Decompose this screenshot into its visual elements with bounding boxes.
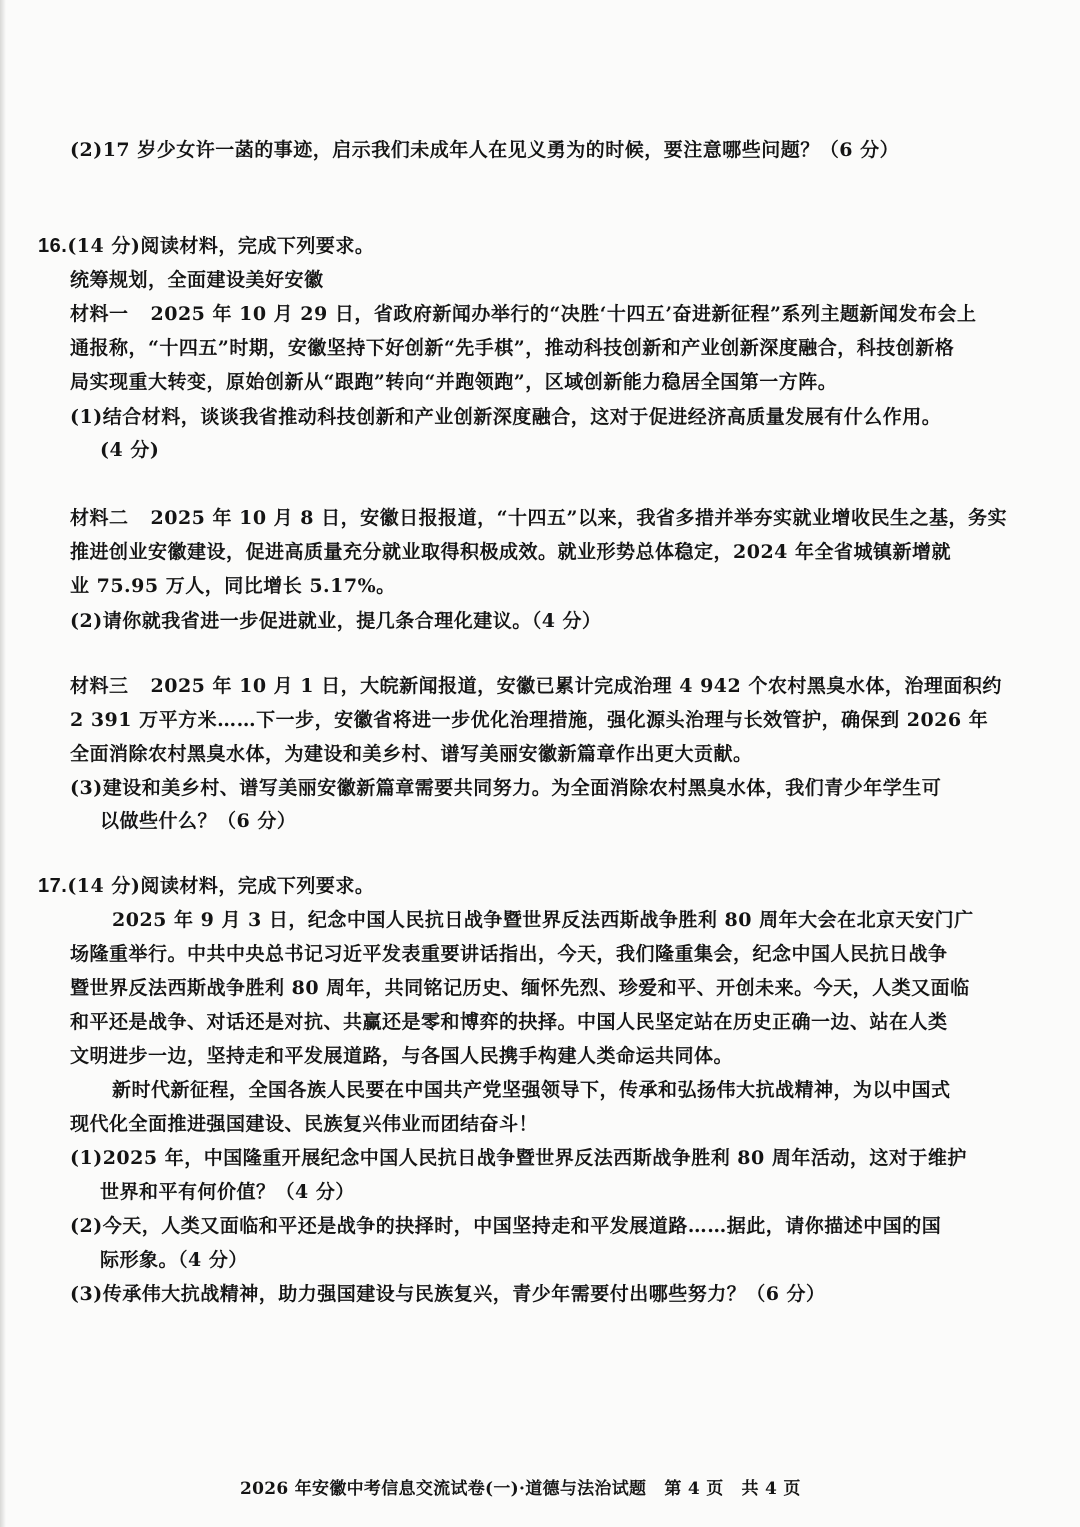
q17-para1-line2: 场隆重举行。中共中央总书记习近平发表重要讲话指出，今天，我们隆重集会，纪念中国人民抗日战争 bbox=[70, 943, 948, 965]
page-footer bbox=[240, 1474, 801, 1499]
q16-material3-line2: 2 391 万平方米……下一步，安徽省将进一步优化治理措施，强化源头治理与长效管护，确保到 2026 年 bbox=[70, 709, 989, 731]
footer-page-total: 共 4 页 bbox=[741, 1479, 801, 1499]
q16-intro: (14 分)阅读材料，完成下列要求。 bbox=[67, 235, 375, 257]
q17-number: 17. bbox=[38, 875, 68, 897]
q17-para1-line5: 文明进步一边，坚持走和平发展道路，与各国人民携手构建人类命运共同体。 bbox=[70, 1045, 734, 1067]
q17-para1-line3: 暨世界反法西斯战争胜利 80 周年，共同铭记历史、缅怀先烈、珍爱和平、开创未来。今天，人类又面临 bbox=[70, 977, 970, 999]
q16-part3-line1: (3)建设和美乡村、谱写美丽安徽新篇章需要共同努力。为全面消除农村黑臭水体，我们青少年学生可 bbox=[70, 777, 942, 799]
q17-part1-line2: 世界和平有何价值？（4 分） bbox=[100, 1181, 355, 1203]
q17-intro: (14 分)阅读材料，完成下列要求。 bbox=[67, 875, 375, 897]
footer-page-number: 第 4 页 bbox=[664, 1479, 724, 1499]
q17-part1-line1: (1)2025 年，中国隆重开展纪念中国人民抗日战争暨世界反法西斯战争胜利 80 周年活动，这对于维护 bbox=[70, 1147, 967, 1169]
q16-part1-line1: (1)结合材料，谈谈我省推动科技创新和产业创新深度融合，这对于促进经济高质量发展有什么作用。 bbox=[70, 406, 942, 428]
scan-shadow bbox=[0, 0, 6, 1527]
footer-title: 2026 年安徽中考信息交流试卷(一)·道德与法治试题 bbox=[240, 1479, 647, 1499]
q17-part2-line1: (2)今天，人类又面临和平还是战争的抉择时，中国坚持走和平发展道路……据此，请你描述中国的国 bbox=[70, 1215, 942, 1237]
q17-header bbox=[38, 873, 374, 899]
q17-part3: (3)传承伟大抗战精神，助力强国建设与民族复兴，青少年需要付出哪些努力？（6 分） bbox=[70, 1283, 826, 1305]
q15-part2: (2)17 岁少女许一菡的事迹，启示我们未成年人在见义勇为的时候，要注意哪些问题？（6 分） bbox=[70, 139, 900, 161]
q16-material2-line3: 业 75.95 万人，同比增长 5.17%。 bbox=[70, 575, 396, 597]
q16-material2-label: 材料二 bbox=[70, 507, 129, 529]
q16-part3-line2: 以做些什么？（6 分） bbox=[100, 810, 297, 832]
q16-material1-text1: 2025 年 10 月 29 日，省政府新闻办举行的“决胜‘十四五’奋进新征程”系列主题新闻发布会上 bbox=[150, 303, 977, 325]
q16-material3-line3: 全面消除农村黑臭水体，为建设和美乡村、谱写美丽安徽新篇章作出更大贡献。 bbox=[70, 743, 753, 765]
q16-material3-text1: 2025 年 10 月 1 日，大皖新闻报道，安徽已累计完成治理 4 942 个农村黑臭水体，治理面积约 bbox=[150, 675, 1002, 697]
q16-material1-label: 材料一 bbox=[70, 303, 129, 325]
q17-para1-line4: 和平还是战争、对话还是对抗、共赢还是零和博弈的抉择。中国人民坚定站在历史正确一边、站在人类 bbox=[70, 1011, 948, 1033]
q16-part2: (2)请你就我省进一步促进就业，提几条合理化建议。（4 分） bbox=[70, 610, 602, 632]
q16-material1-line2: 通报称，“十四五”时期，安徽坚持下好创新“先手棋”，推动科技创新和产业创新深度融合，科技创新格 bbox=[70, 337, 955, 359]
q16-header bbox=[38, 233, 374, 259]
q16-number: 16. bbox=[38, 235, 68, 257]
q16-material3-label: 材料三 bbox=[70, 675, 129, 697]
q16-material1-line1 bbox=[70, 301, 976, 327]
q16-material2-line1 bbox=[70, 505, 1007, 531]
q17-para2-line1: 新时代新征程，全国各族人民要在中国共产党坚强领导下，传承和弘扬伟大抗战精神，为以中国式 bbox=[112, 1079, 951, 1101]
q17-para2-line2: 现代化全面推进强国建设、民族复兴伟业而团结奋斗！ bbox=[70, 1113, 539, 1135]
q16-part1-line2: (4 分) bbox=[100, 439, 160, 461]
q17-part2-line2: 际形象。（4 分） bbox=[100, 1249, 248, 1271]
q16-material1-line3: 局实现重大转变，原始创新从“跟跑”转向“并跑领跑”，区域创新能力稳居全国第一方阵。 bbox=[70, 371, 838, 393]
q16-material3-line1 bbox=[70, 673, 1002, 699]
q16-material2-text1: 2025 年 10 月 8 日，安徽日报报道，“十四五”以来，我省多措并举夯实就业增收民生之基，务实 bbox=[150, 507, 1007, 529]
q17-para1-line1: 2025 年 9 月 3 日，纪念中国人民抗日战争暨世界反法西斯战争胜利 80 周年大会在北京天安门广 bbox=[112, 909, 974, 931]
q16-theme: 统筹规划，全面建设美好安徽 bbox=[70, 269, 324, 291]
q16-material2-line2: 推进创业安徽建设，促进高质量充分就业取得积极成效。就业形势总体稳定，2024 年全省城镇新增就 bbox=[70, 541, 951, 563]
